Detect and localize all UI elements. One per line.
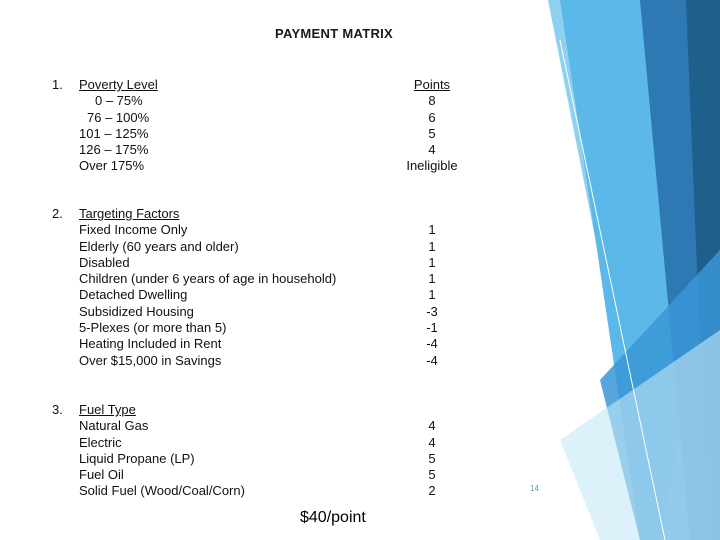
section-poverty-level bbox=[52, 77, 492, 175]
item-points: 8 bbox=[428, 93, 436, 109]
section-heading: Targeting Factors bbox=[79, 206, 180, 221]
item-points: -1 bbox=[426, 320, 438, 336]
list-item bbox=[52, 142, 492, 158]
item-points: 1 bbox=[428, 254, 436, 270]
item-points: 1 bbox=[428, 287, 436, 303]
page-title: PAYMENT MATRIX bbox=[274, 26, 394, 41]
list-item bbox=[52, 320, 492, 336]
item-label: 0 – 75% bbox=[95, 93, 143, 109]
item-points: 1 bbox=[428, 271, 436, 287]
section-number: 2. bbox=[52, 206, 63, 221]
item-label: Over $15,000 in Savings bbox=[79, 352, 222, 368]
list-item bbox=[52, 158, 492, 174]
item-label: Liquid Propane (LP) bbox=[79, 450, 195, 466]
item-label: 5-Plexes (or more than 5) bbox=[79, 320, 227, 336]
item-points: 2 bbox=[428, 483, 436, 499]
item-points: 6 bbox=[428, 109, 436, 125]
item-label: 76 – 100% bbox=[87, 109, 150, 125]
list-item bbox=[52, 304, 492, 320]
list-item bbox=[52, 483, 492, 499]
list-item bbox=[52, 353, 492, 369]
item-points: 1 bbox=[428, 238, 436, 254]
item-label: Natural Gas bbox=[79, 418, 149, 434]
item-points: 4 bbox=[428, 434, 436, 450]
points-heading: Points bbox=[413, 77, 451, 92]
item-points: 1 bbox=[428, 222, 436, 238]
list-item bbox=[52, 418, 492, 434]
item-label: 126 – 175% bbox=[79, 142, 149, 158]
section-heading: Fuel Type bbox=[79, 402, 136, 417]
list-item bbox=[52, 271, 492, 287]
section-number: 3. bbox=[52, 402, 63, 417]
item-label: Fuel Oil bbox=[79, 467, 124, 483]
section-header bbox=[52, 206, 492, 222]
list-item bbox=[52, 255, 492, 271]
section-fuel-type bbox=[52, 402, 492, 500]
item-points: 5 bbox=[428, 125, 436, 141]
item-points: 5 bbox=[428, 467, 436, 483]
item-points: -3 bbox=[426, 303, 438, 319]
list-item bbox=[52, 126, 492, 142]
item-label: 101 – 125% bbox=[79, 125, 149, 141]
item-points: 4 bbox=[428, 418, 436, 434]
list-item bbox=[52, 435, 492, 451]
item-label: Fixed Income Only bbox=[79, 222, 188, 238]
section-targeting-factors bbox=[52, 206, 492, 369]
item-label: Solid Fuel (Wood/Coal/Corn) bbox=[79, 483, 245, 499]
item-label: Elderly (60 years and older) bbox=[79, 238, 239, 254]
item-points: 4 bbox=[428, 142, 436, 158]
section-heading: Poverty Level bbox=[79, 77, 158, 92]
item-label: Detached Dwelling bbox=[79, 287, 188, 303]
list-item bbox=[52, 222, 492, 238]
list-item bbox=[52, 336, 492, 352]
item-label: Subsidized Housing bbox=[79, 303, 194, 319]
item-points: Ineligible bbox=[406, 158, 458, 174]
item-points: 5 bbox=[428, 450, 436, 466]
item-label: Children (under 6 years of age in household) bbox=[79, 271, 337, 287]
item-points: -4 bbox=[426, 336, 438, 352]
item-label: Heating Included in Rent bbox=[79, 336, 222, 352]
rate-footnote: $40/point bbox=[300, 509, 366, 526]
list-item bbox=[52, 287, 492, 303]
section-header bbox=[52, 77, 492, 93]
item-label: Disabled bbox=[79, 254, 130, 270]
item-label: Over 175% bbox=[79, 158, 145, 174]
list-item bbox=[52, 239, 492, 255]
list-item bbox=[52, 451, 492, 467]
section-number: 1. bbox=[52, 77, 63, 92]
item-label: Electric bbox=[79, 434, 122, 450]
section-header bbox=[52, 402, 492, 418]
slide-number: 14 bbox=[530, 484, 539, 493]
item-points: -4 bbox=[426, 352, 438, 368]
list-item bbox=[52, 110, 492, 126]
list-item bbox=[52, 467, 492, 483]
list-item bbox=[52, 93, 492, 109]
